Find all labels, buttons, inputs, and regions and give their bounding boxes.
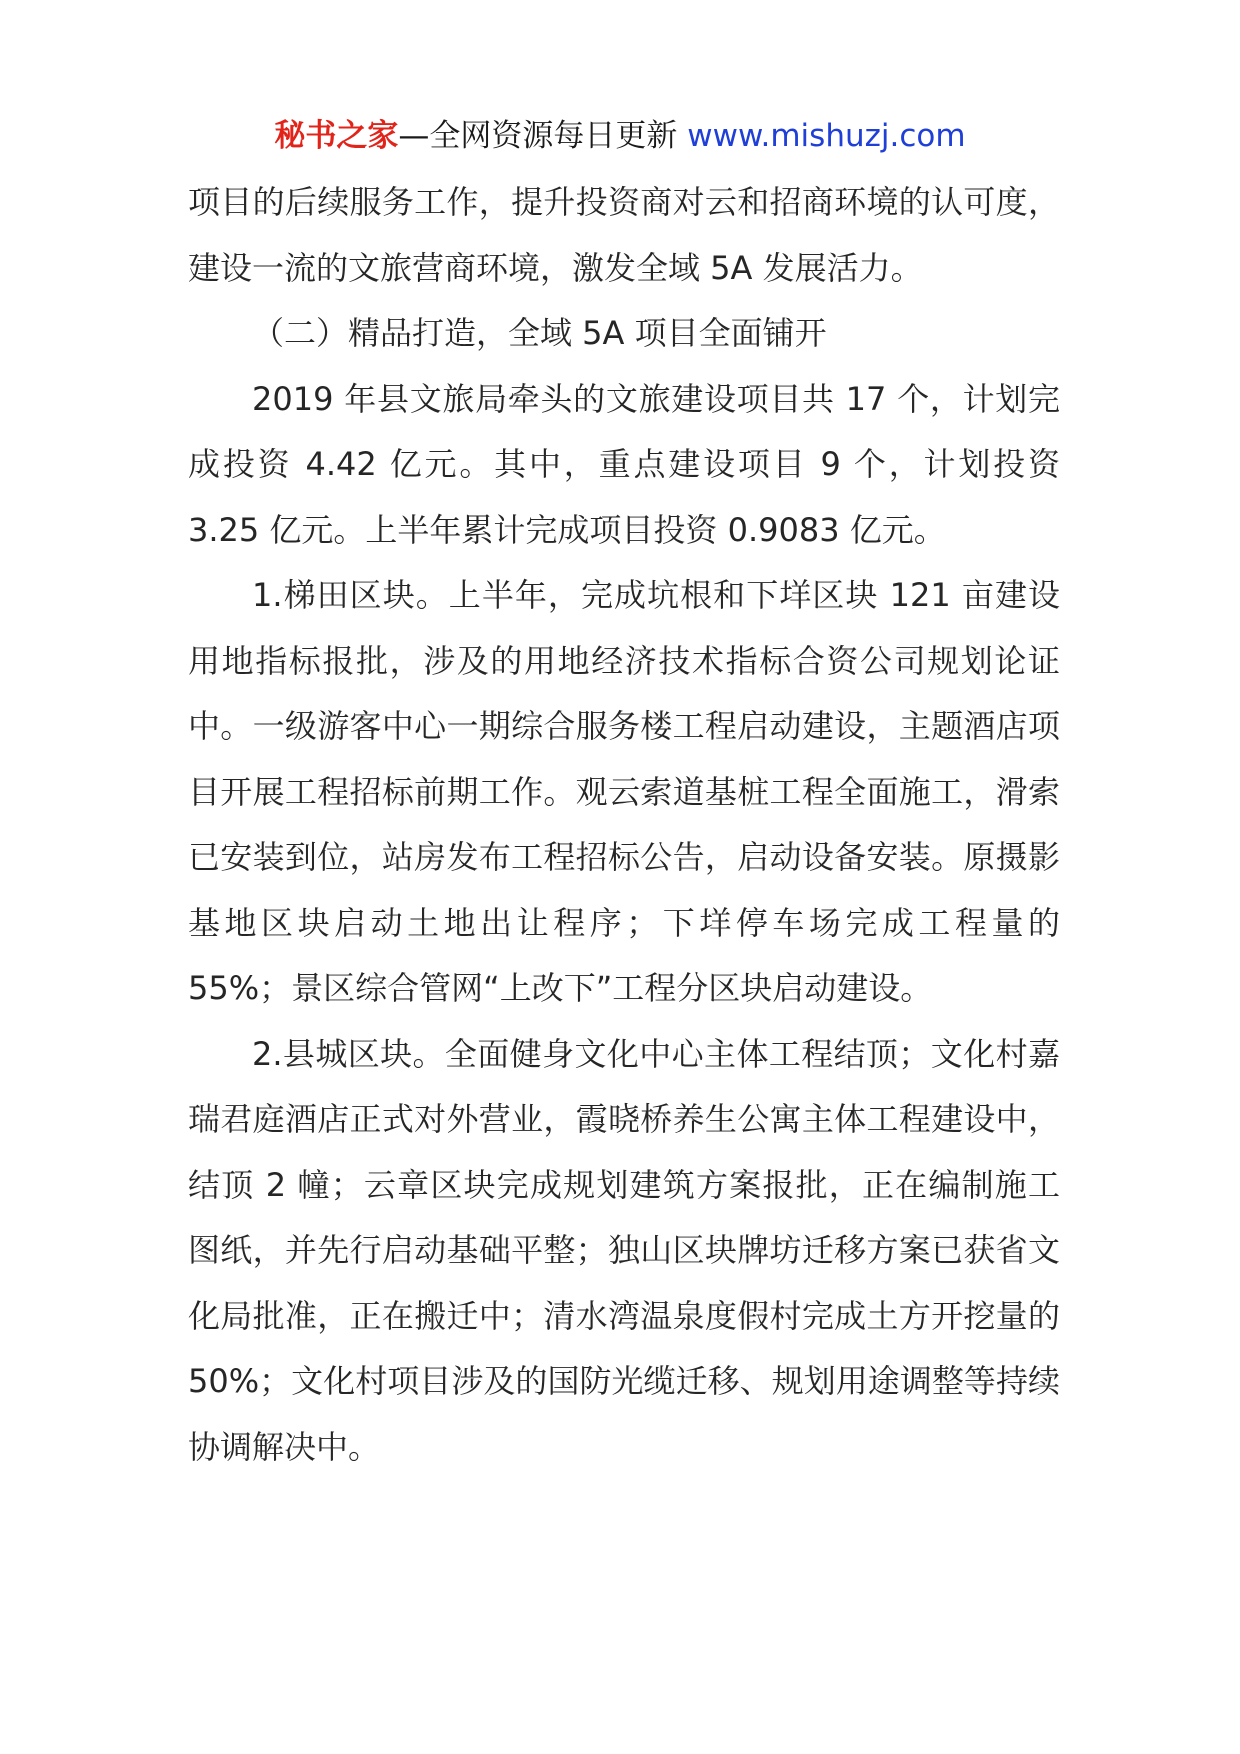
paragraph-county-block: 2.县城区块。全面健身文化中心主体工程结顶；文化村嘉瑞君庭酒店正式对外营业，霞晓桥养生公寓主体工程建设中，结顶 2 幢；云章区块完成规划建筑方案报批，正在编制施工图纸，并先行启动基础平整；独山区块牌坊迁移方案已获省文化局批准，正在搬迁中；清水湾温泉度假村完成土方开挖量的 50%；文化村项目涉及的国防光缆迁移、规划用途调整等持续协调解决中。 [188, 1034, 1060, 1466]
paragraph-terrace-block: 1.梯田区块。上半年，完成坑根和下垟区块 121 亩建设用地指标报批，涉及的用地经济技术指标合资公司规划论证中。一级游客中心一期综合服务楼工程启动建设，主题酒店项目开展工程招标前期工作。观云索道基桩工程全面施工，滑索已安装到位，站房发布工程招标公告，启动设备安装。原摄影基地区块启动土地出让程序；下垟停车场完成工程量的 55%；景区综合管网“上改下”工程分区块启动建设。 [188, 576, 1060, 1007]
brand-name: 秘书之家 [274, 118, 399, 154]
site-header [0, 116, 1240, 156]
section-heading: （二）精品打造，全域 5A 项目全面铺开 [252, 314, 827, 352]
paragraph-continuation: 项目的后续服务工作，提升投资商对云和招商环境的认可度，建设一流的文旅营商环境，激发全域 5A 发展活力。 [188, 183, 1060, 287]
site-url-link[interactable]: www.mishuzj.com [687, 118, 966, 154]
document-body [188, 170, 1060, 1480]
paragraph-investment-summary: 2019 年县文旅局牵头的文旅建设项目共 17 个，计划完成投资 4.42 亿元。其中，重点建设项目 9 个，计划投资 3.25 亿元。上半年累计完成项目投资 0.9083 亿元。 [188, 379, 1060, 549]
header-tagline: —全网资源每日更新 [398, 118, 678, 154]
